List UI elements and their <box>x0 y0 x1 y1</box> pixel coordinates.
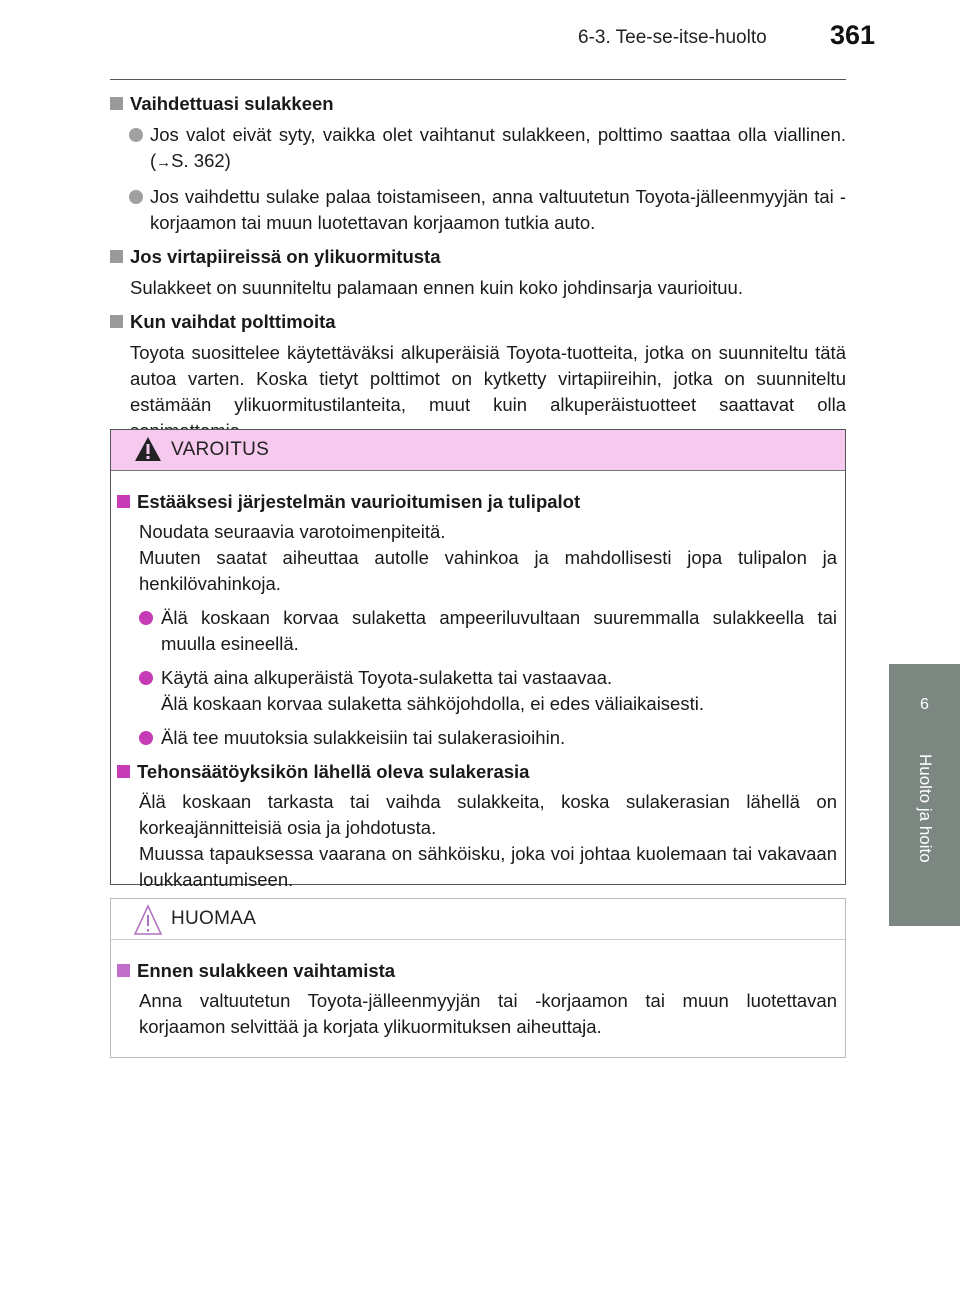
list-item: Käytä aina alkuperäistä Toyota-sulaketta tai vastaavaa. Älä koskaan korvaa sulaketta sähköjohdolla, ei edes väliaikaisesti. <box>117 665 837 717</box>
paragraph: Anna valtuutetun Toyota-jälleenmyyjän tai -korjaamon tai muun luotettavan korjaamon selvittää ja korjata ylikuormituksen aiheuttaja. <box>139 990 837 1037</box>
section-heading: Jos virtapiireissä on ylikuormitusta <box>110 244 846 270</box>
header-rule <box>110 79 846 80</box>
circle-bullet-icon <box>139 731 153 745</box>
notice-box <box>110 898 846 1058</box>
circle-bullet-icon <box>139 611 153 625</box>
paragraph: Toyota suosittelee käytettäväksi alkuperäisiä Toyota-tuotteita, jotka on suunniteltu tätä autoa varten. Koska tietyt polttimot on kytketty virtapiireihin, jotka on suunniteltu estämään ylikuormitustilanteita, muut kuin alkuperäistuotteet saattavat olla <box>130 342 846 415</box>
paragraph: Muussa tapauksessa vaarana on sähköisku, joka voi johtaa kuolemaan tai vakavaan loukkaantumiseen. <box>139 843 837 890</box>
warning-header <box>111 430 845 471</box>
arrow-right-icon: → <box>156 154 172 171</box>
caution-triangle-icon <box>133 903 163 937</box>
square-bullet-icon <box>110 97 123 110</box>
square-bullet-icon <box>117 495 130 508</box>
notice-body <box>111 940 845 1040</box>
section-heading: Vaihdettuasi sulakkeen <box>110 91 846 117</box>
warning-heading: Estääksesi järjestelmän vaurioitumisen ja tulipalot <box>117 489 837 515</box>
list-item: Älä koskaan korvaa sulaketta ampeeriluvultaan suuremmalla sulakkeella tai muulla esineellä. <box>117 605 837 657</box>
chapter-number-tab: 6 <box>889 664 960 746</box>
warning-body <box>111 471 845 893</box>
paragraph: Muuten saatat aiheuttaa autolle vahinkoa ja mahdollisesti jopa tulipalon ja henkilövahinkoja. <box>139 547 837 594</box>
square-bullet-icon <box>117 765 130 778</box>
square-bullet-icon <box>117 964 130 977</box>
page-reference: S. 362) <box>171 150 231 171</box>
circle-bullet-icon <box>129 128 143 142</box>
paragraph: Älä koskaan tarkasta tai vaihda sulakkeita, koska sulakerasian lähellä on korkeajännitteisiä osia ja johdotusta. <box>139 791 837 838</box>
square-bullet-icon <box>110 315 123 328</box>
notice-title: HUOMAA <box>171 908 257 929</box>
warning-box <box>110 429 846 890</box>
list-item: Jos vaihdettu sulake palaa toistamiseen, anna valtuutetun Toyota-jälleenmyyjän tai -korjaamon tai muun luotettavan korjaamon tutkia auto. <box>110 184 846 236</box>
page-header <box>0 0 960 60</box>
section-heading: Kun vaihdat polttimoita <box>110 309 846 335</box>
main-content <box>110 91 846 452</box>
list-item: Älä tee muutoksia sulakkeisiin tai sulakerasioihin. <box>117 725 837 751</box>
list-item: Jos valot eivät syty, vaikka olet vaihtanut sulakkeen, polttimo saattaa olla viallinen. (→S. 362) <box>110 122 846 176</box>
notice-heading: Ennen sulakkeen vaihtamista <box>117 958 837 984</box>
section-title: 6-3. Tee-se-itse-huolto <box>578 27 767 48</box>
page-number: 361 <box>830 20 876 50</box>
paragraph: Noudata seuraavia varotoimenpiteitä. <box>139 521 446 542</box>
warning-heading: Tehonsäätöyksikön lähellä oleva sulakerasia <box>117 759 837 785</box>
chapter-label-tab <box>889 746 960 926</box>
notice-header <box>111 899 845 940</box>
circle-bullet-icon <box>139 671 153 685</box>
paragraph: Sulakkeet on suunniteltu palamaan ennen kuin koko johdinsarja vaurioituu. <box>130 277 743 298</box>
circle-bullet-icon <box>129 190 143 204</box>
chapter-label: Huolto ja hoito <box>916 754 935 863</box>
square-bullet-icon <box>110 250 123 263</box>
warning-triangle-icon <box>133 434 163 464</box>
warning-title: VAROITUS <box>171 439 270 460</box>
